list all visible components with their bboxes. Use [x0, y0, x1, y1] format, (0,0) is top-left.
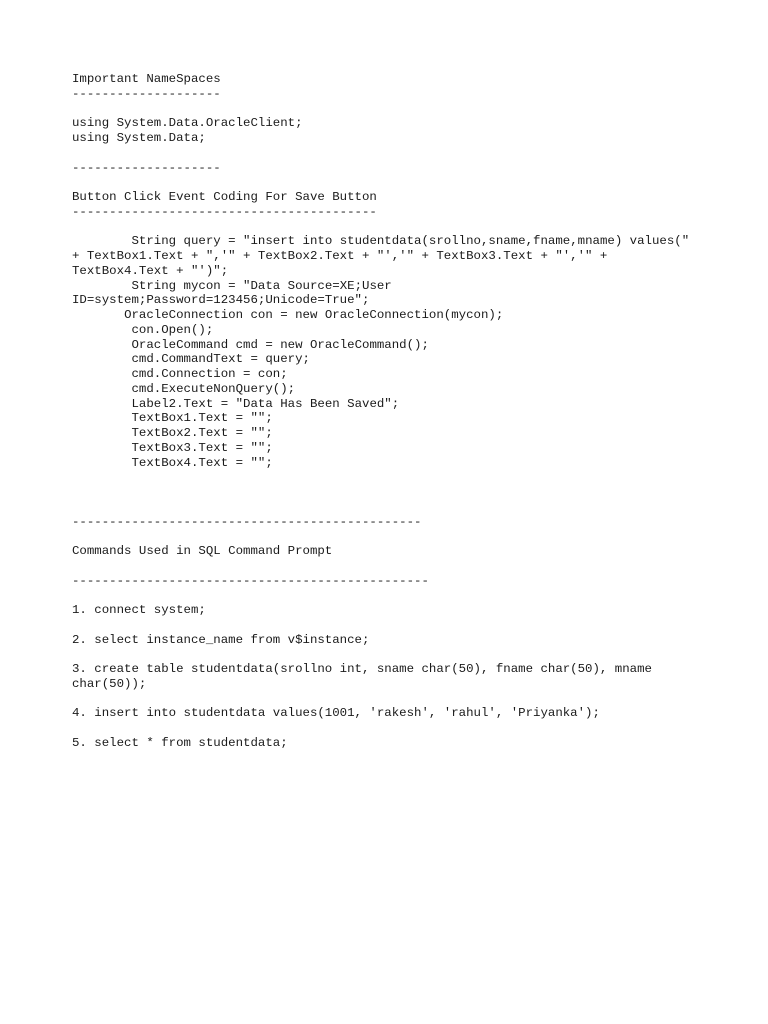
document-line: ID=system;Password=123456;Unicode=True"; [72, 293, 370, 308]
document-line [72, 559, 732, 574]
document-line: Commands Used in SQL Command Prompt [72, 544, 333, 558]
document-line [72, 500, 732, 515]
document-line: ----------------------------------------------- [72, 514, 422, 529]
document-line [72, 692, 732, 707]
document-line: Label2.Text = "Data Has Been Saved"; [72, 396, 400, 411]
document-line: Button Click Event Coding For Save Button [72, 190, 377, 204]
document-line [72, 588, 732, 603]
document-line [72, 485, 732, 500]
document-line [72, 529, 732, 544]
document-line: String mycon = "Data Source=XE;User [72, 278, 392, 293]
document-line: ------------------------------------------------ [72, 573, 429, 588]
document-line: char(50)); [72, 676, 147, 691]
document-line [72, 175, 732, 190]
document-line: OracleCommand cmd = new OracleCommand(); [72, 337, 429, 352]
document-line: TextBox1.Text = ""; [72, 411, 273, 426]
document-line: cmd.ExecuteNonQuery(); [72, 381, 296, 396]
document-line: -------------------- [72, 86, 221, 101]
document-line [72, 618, 732, 633]
document-line: 1. connect system; [72, 603, 206, 617]
document-line: TextBox4.Text = ""; [72, 455, 273, 470]
document-line: ----------------------------------------- [72, 204, 377, 219]
document-line: -------------------- [72, 160, 221, 175]
document-line: Important NameSpaces [72, 72, 221, 86]
document-line [72, 721, 732, 736]
document-line: 4. insert into studentdata values(1001, 'rakesh', 'rahul', 'Priyanka'); [72, 706, 600, 721]
document-line: 3. create table studentdata(srollno int, sname char(50), fname char(50), mname [72, 662, 652, 676]
document-line: TextBox4.Text + "')"; [72, 263, 229, 278]
document-line [72, 220, 732, 235]
document-line [72, 146, 732, 161]
document-line: using System.Data.OracleClient; [72, 116, 303, 131]
document-line: 2. select instance_name from v$instance; [72, 632, 370, 647]
document-line: TextBox3.Text = ""; [72, 440, 273, 455]
document-line: 5. select * from studentdata; [72, 735, 288, 750]
document-line [72, 102, 732, 117]
document-line: cmd.Connection = con; [72, 367, 288, 381]
document-line: + TextBox1.Text + ",'" + TextBox2.Text + "','" + TextBox3.Text + "','" + [72, 249, 608, 263]
document-line [72, 647, 732, 662]
document-line: OracleConnection con = new OracleConnection(mycon); [72, 308, 504, 322]
document-line: TextBox2.Text = ""; [72, 426, 273, 440]
document-line: using System.Data; [72, 131, 206, 145]
document-text [72, 72, 732, 751]
document-line: cmd.CommandText = query; [72, 352, 310, 367]
document-line: con.Open(); [72, 322, 214, 337]
document-line: String query = "insert into studentdata(srollno,sname,fname,mname) values(" [72, 234, 690, 249]
document-line [72, 470, 732, 485]
